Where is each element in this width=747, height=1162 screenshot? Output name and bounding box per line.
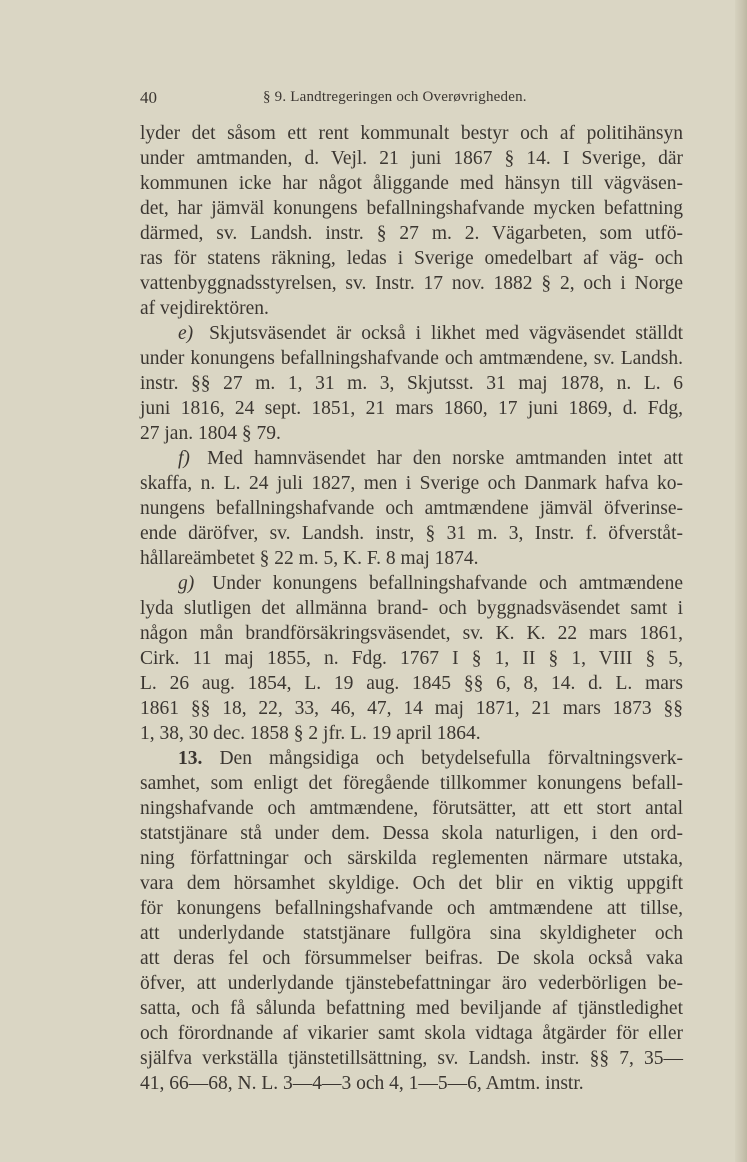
line-text: därmed, sv. Landsh. instr. § 27 m. 2. Vägarbeten, som utfö-: [140, 223, 683, 244]
page-number: 40: [140, 88, 157, 107]
paragraph: [140, 571, 683, 746]
text-line: [140, 546, 683, 571]
line-text: Den mångsidiga och betydelsefulla förvaltningsverk-: [219, 748, 684, 769]
text-line: [140, 996, 683, 1021]
text-line: [140, 471, 683, 496]
text-line: [140, 421, 683, 446]
line-text: samhet, som enligt det föregående tillkommer konungens befall-: [140, 773, 683, 794]
text-line: [140, 396, 683, 421]
line-text: 1, 38, 30 dec. 1858 § 2 jfr. L. 19 april 1864.: [140, 723, 481, 744]
line-text: vara dem hörsamhet skyldige. Och det blir en viktig uppgift: [140, 873, 683, 894]
line-text: satta, och få sålunda befattning med beviljande af tjänstledighet: [140, 998, 683, 1019]
line-text: af vejdirektören.: [140, 298, 269, 319]
text-line: [140, 696, 683, 721]
line-text: 27 jan. 1804 § 79.: [140, 423, 281, 444]
text-line: [140, 846, 683, 871]
line-text: någon mån brandförsäkringsväsendet, sv. K. K. 22 mars 1861,: [140, 623, 683, 644]
text-line: [140, 921, 683, 946]
text-line: [140, 596, 683, 621]
text-line: [140, 896, 683, 921]
line-text: kommunen icke har något åliggande med hänsyn till vägväsen-: [140, 173, 683, 194]
line-text: hållareämbetet § 22 m. 5, K. F. 8 maj 1874.: [140, 548, 479, 569]
text-line: [140, 646, 683, 671]
line-text: för konungens befallningshafvande och amtmændene att tillse,: [140, 898, 683, 919]
text-line: [140, 571, 683, 596]
paragraph: [140, 121, 683, 321]
text-line: [140, 496, 683, 521]
line-text: juni 1816, 24 sept. 1851, 21 mars 1860, 17 juni 1869, d. Fdg,: [140, 398, 683, 419]
text-line: [140, 121, 683, 146]
text-line: [140, 146, 683, 171]
text-line: [140, 1021, 683, 1046]
line-text: L. 26 aug. 1854, L. 19 aug. 1845 §§ 6, 8, 14. d. L. mars: [140, 673, 683, 694]
line-text: Under konungens befallningshafvande och amtmændene: [212, 573, 683, 594]
text-line: [140, 296, 683, 321]
paragraph-label: 13.: [178, 748, 203, 769]
text-line: [140, 196, 683, 221]
paragraph-label: f): [178, 448, 190, 469]
text-line: [140, 321, 683, 346]
text-line: [140, 946, 683, 971]
line-text: under amtmanden, d. Vejl. 21 juni 1867 § 14. I Sverige, där: [140, 148, 683, 169]
line-text: öfver, att underlydande tjänstebefattningar äro vederbörligen be-: [140, 973, 683, 994]
text-line: [140, 746, 683, 771]
text-line: [140, 521, 683, 546]
paragraph: [140, 446, 683, 571]
line-text: statstjänare stå under dem. Dessa skola naturligen, i den ord-: [140, 823, 683, 844]
text-line: [140, 671, 683, 696]
text-line: [140, 821, 683, 846]
line-text: instr. §§ 27 m. 1, 31 m. 3, Skjutsst. 31 maj 1878, n. L. 6: [140, 373, 683, 394]
text-line: [140, 871, 683, 896]
paragraph-label: e): [178, 323, 194, 344]
paragraph: [140, 321, 683, 446]
text-line: [140, 371, 683, 396]
line-text: Cirk. 11 maj 1855, n. Fdg. 1767 I § 1, II § 1, VIII § 5,: [140, 648, 683, 669]
line-text: ningshafvande och amtmændene, förutsätter, att ett stort antal: [140, 798, 683, 819]
page-body: [140, 121, 683, 1096]
line-text: själfva verkställa tjänstetillsättning, sv. Landsh. instr. §§ 7, 35—: [140, 1048, 683, 1069]
text-line: [140, 171, 683, 196]
text-line: [140, 796, 683, 821]
line-text: under konungens befallningshafvande och amtmændene, sv. Landsh.: [140, 348, 683, 369]
text-line: [140, 271, 683, 296]
text-line: [140, 221, 683, 246]
line-text: och förordnande af vikarier samt skola vidtaga åtgärder för eller: [140, 1023, 683, 1044]
page-header: [140, 88, 685, 110]
text-line: [140, 246, 683, 271]
text-line: [140, 771, 683, 796]
line-text: Med hamnväsendet har den norske amtmanden intet att: [207, 448, 683, 469]
text-line: [140, 346, 683, 371]
text-line: [140, 1046, 683, 1071]
paragraph: [140, 746, 683, 1096]
line-text: skaffa, n. L. 24 juli 1827, men i Sverige och Danmark hafva ko-: [140, 473, 683, 494]
line-text: att underlydande statstjänare fullgöra sina skyldigheter och: [140, 923, 683, 944]
line-text: lyda slutligen det allmänna brand- och byggnadsväsendet samt i: [140, 598, 683, 619]
line-text: ende däröfver, sv. Landsh. instr, § 31 m. 3, Instr. f. öfverståt-: [140, 523, 683, 544]
line-text: att deras fel och försummelser beifras. De skola också vaka: [140, 948, 683, 969]
line-text: nungens befallningshafvande och amtmændene jämväl öfverinse-: [140, 498, 683, 519]
text-line: [140, 721, 683, 746]
text-line: [140, 971, 683, 996]
paragraph-label: g): [178, 573, 195, 594]
text-line: [140, 446, 683, 471]
line-text: ning författningar och särskilda reglementen närmare utstaka,: [140, 848, 683, 869]
line-text: 1861 §§ 18, 22, 33, 46, 47, 14 maj 1871, 21 mars 1873 §§: [140, 698, 683, 719]
running-title: § 9. Landtregeringen och Overøvrigheden.: [263, 89, 527, 105]
line-text: Skjutsväsendet är också i likhet med vägväsendet ställdt: [209, 323, 683, 344]
line-text: det, har jämväl konungens befallningshafvande mycken befattning: [140, 198, 683, 219]
page-edge: [735, 0, 747, 1162]
text-line: [140, 621, 683, 646]
line-text: ras för statens räkning, ledas i Sverige omedelbart af väg- och: [140, 248, 683, 269]
line-text: lyder det såsom ett rent kommunalt bestyr och af politihänsyn: [140, 123, 683, 144]
text-line: [140, 1071, 683, 1096]
line-text: 41, 66—68, N. L. 3—4—3 och 4, 1—5—6, Amtm. instr.: [140, 1073, 584, 1094]
line-text: vattenbyggnadsstyrelsen, sv. Instr. 17 nov. 1882 § 2, och i Norge: [140, 273, 683, 294]
